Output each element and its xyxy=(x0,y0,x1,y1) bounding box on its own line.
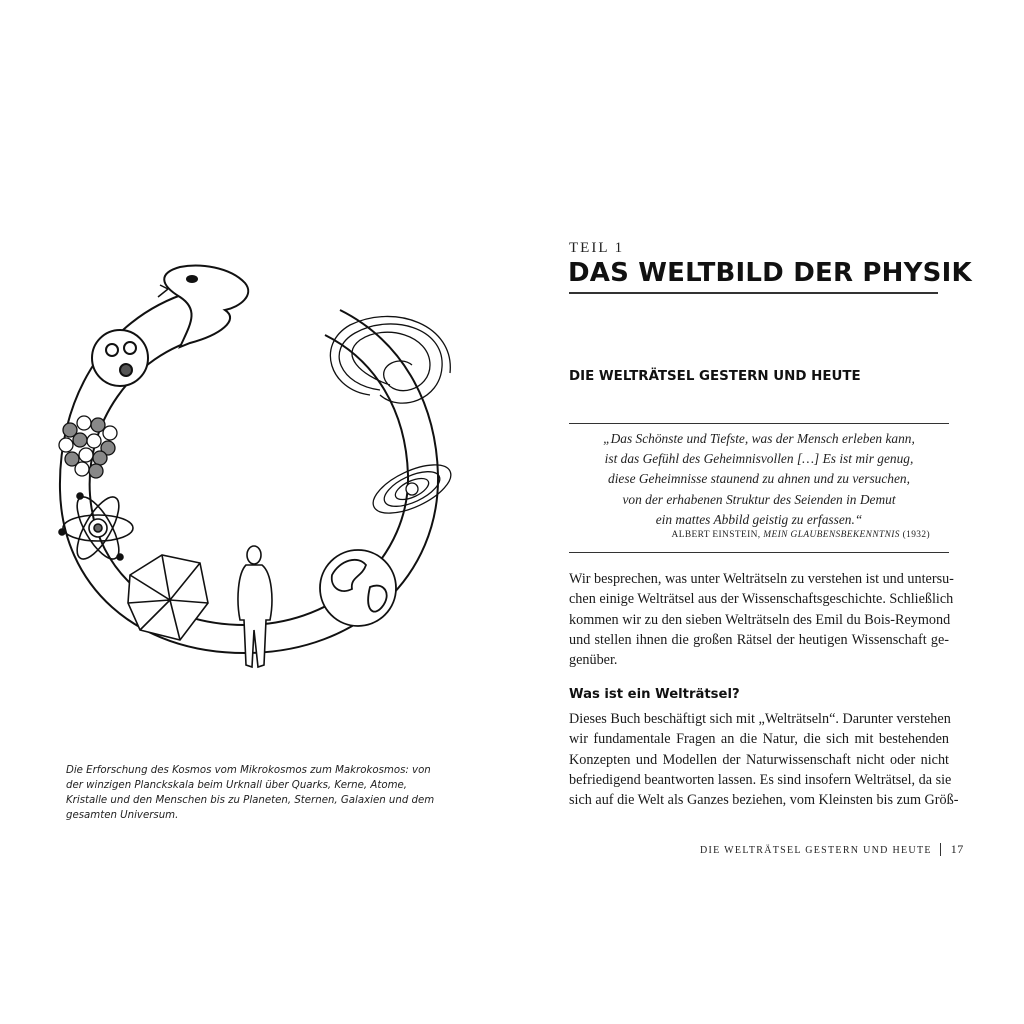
paragraph-line: befriedigend beantworten lassen. Es sind insofern Welträtsel, da sie xyxy=(569,771,952,788)
quote-year: (1932) xyxy=(902,530,930,540)
snake-head-icon xyxy=(158,266,248,347)
footer-separator xyxy=(940,843,941,856)
figure-caption: Die Erforschung des Kosmos vom Mikrokosmos zum Makrokosmos: von der winzigen Planckskala beim Urknall über Quarks, Kerne, Atome, Kristalle und den Menschen bis zu Planeten, Sternen, Galaxien und dem gesamten Universum. xyxy=(66,765,435,821)
page-footer xyxy=(700,842,964,857)
quote-line: ist das Gefühl des Geheimnisvollen […] Es ist mir genug, xyxy=(604,451,914,467)
quote-line: ein mattes Abbild geistig zu erfassen.“ xyxy=(655,511,863,527)
epigraph-quote xyxy=(569,429,949,530)
body-paragraph xyxy=(569,709,959,810)
quote-divider-bottom xyxy=(569,552,949,553)
paragraph-line: Dieses Buch beschäftigt sich mit „Welträtseln“. Darunter verstehen xyxy=(569,711,951,727)
quarks-icon xyxy=(92,330,148,386)
quote-line: diese Geheimnisse staunend zu ahnen und zu versuchen, xyxy=(608,471,910,487)
galaxy-icon xyxy=(330,316,450,403)
atom-icon xyxy=(59,491,133,565)
quote-attribution xyxy=(569,530,930,540)
paragraph-line: sich auf die Welt als Ganzes beziehen, vom Kleinsten bis zum Größ- xyxy=(569,792,959,809)
paragraph-line: kommen wir zu den sieben Welträtseln des Emil du Bois-Reymond xyxy=(569,611,951,628)
quote-line: von der erhabenen Struktur des Seienden in Demut xyxy=(622,491,896,507)
part-title: DAS WELTBILD DER PHYSIK xyxy=(568,258,972,288)
paragraph-line: genüber. xyxy=(569,652,618,669)
paragraph-line: Wir besprechen, was unter Welträtseln zu verstehen ist und untersu- xyxy=(569,571,954,587)
ouroboros-illustration xyxy=(40,255,480,695)
quote-work: MEIN GLAUBENSBEKENNTNIS xyxy=(763,530,900,540)
intro-paragraph xyxy=(569,569,954,670)
paragraph-line: und stellen ihnen die großen Rätsel der heutigen Wissenschaft ge- xyxy=(569,631,949,648)
nucleus-icon xyxy=(59,416,117,478)
paragraph-line: chen einige Welträtsel aus der Wissenschaftsgeschichte. Schließlich xyxy=(569,591,954,608)
human-figure-icon xyxy=(238,546,272,667)
running-head: DIE WELTRÄTSEL GESTERN UND HEUTE xyxy=(700,845,932,856)
paragraph-line: Konzepten und Modellen der Naturwissenschaft nicht oder nicht xyxy=(569,751,949,768)
title-divider xyxy=(569,292,938,294)
quote-divider-top xyxy=(569,423,949,424)
page-number: 17 xyxy=(950,842,964,856)
quote-line: „Das Schönste und Tiefste, was der Mensch erleben kann, xyxy=(603,431,915,446)
star-orbit-icon xyxy=(366,455,457,523)
section-title: DIE WELTRÄTSEL GESTERN UND HEUTE xyxy=(569,369,861,384)
subheading: Was ist ein Welträtsel? xyxy=(569,687,740,702)
quote-author: ALBERT EINSTEIN, xyxy=(671,530,761,540)
paragraph-line: wir fundamentale Fragen an die Natur, die sich mit bestehenden xyxy=(569,731,949,748)
crystal-icon xyxy=(128,555,208,640)
part-label: TEIL 1 xyxy=(569,240,625,256)
planet-earth-icon xyxy=(320,550,396,626)
